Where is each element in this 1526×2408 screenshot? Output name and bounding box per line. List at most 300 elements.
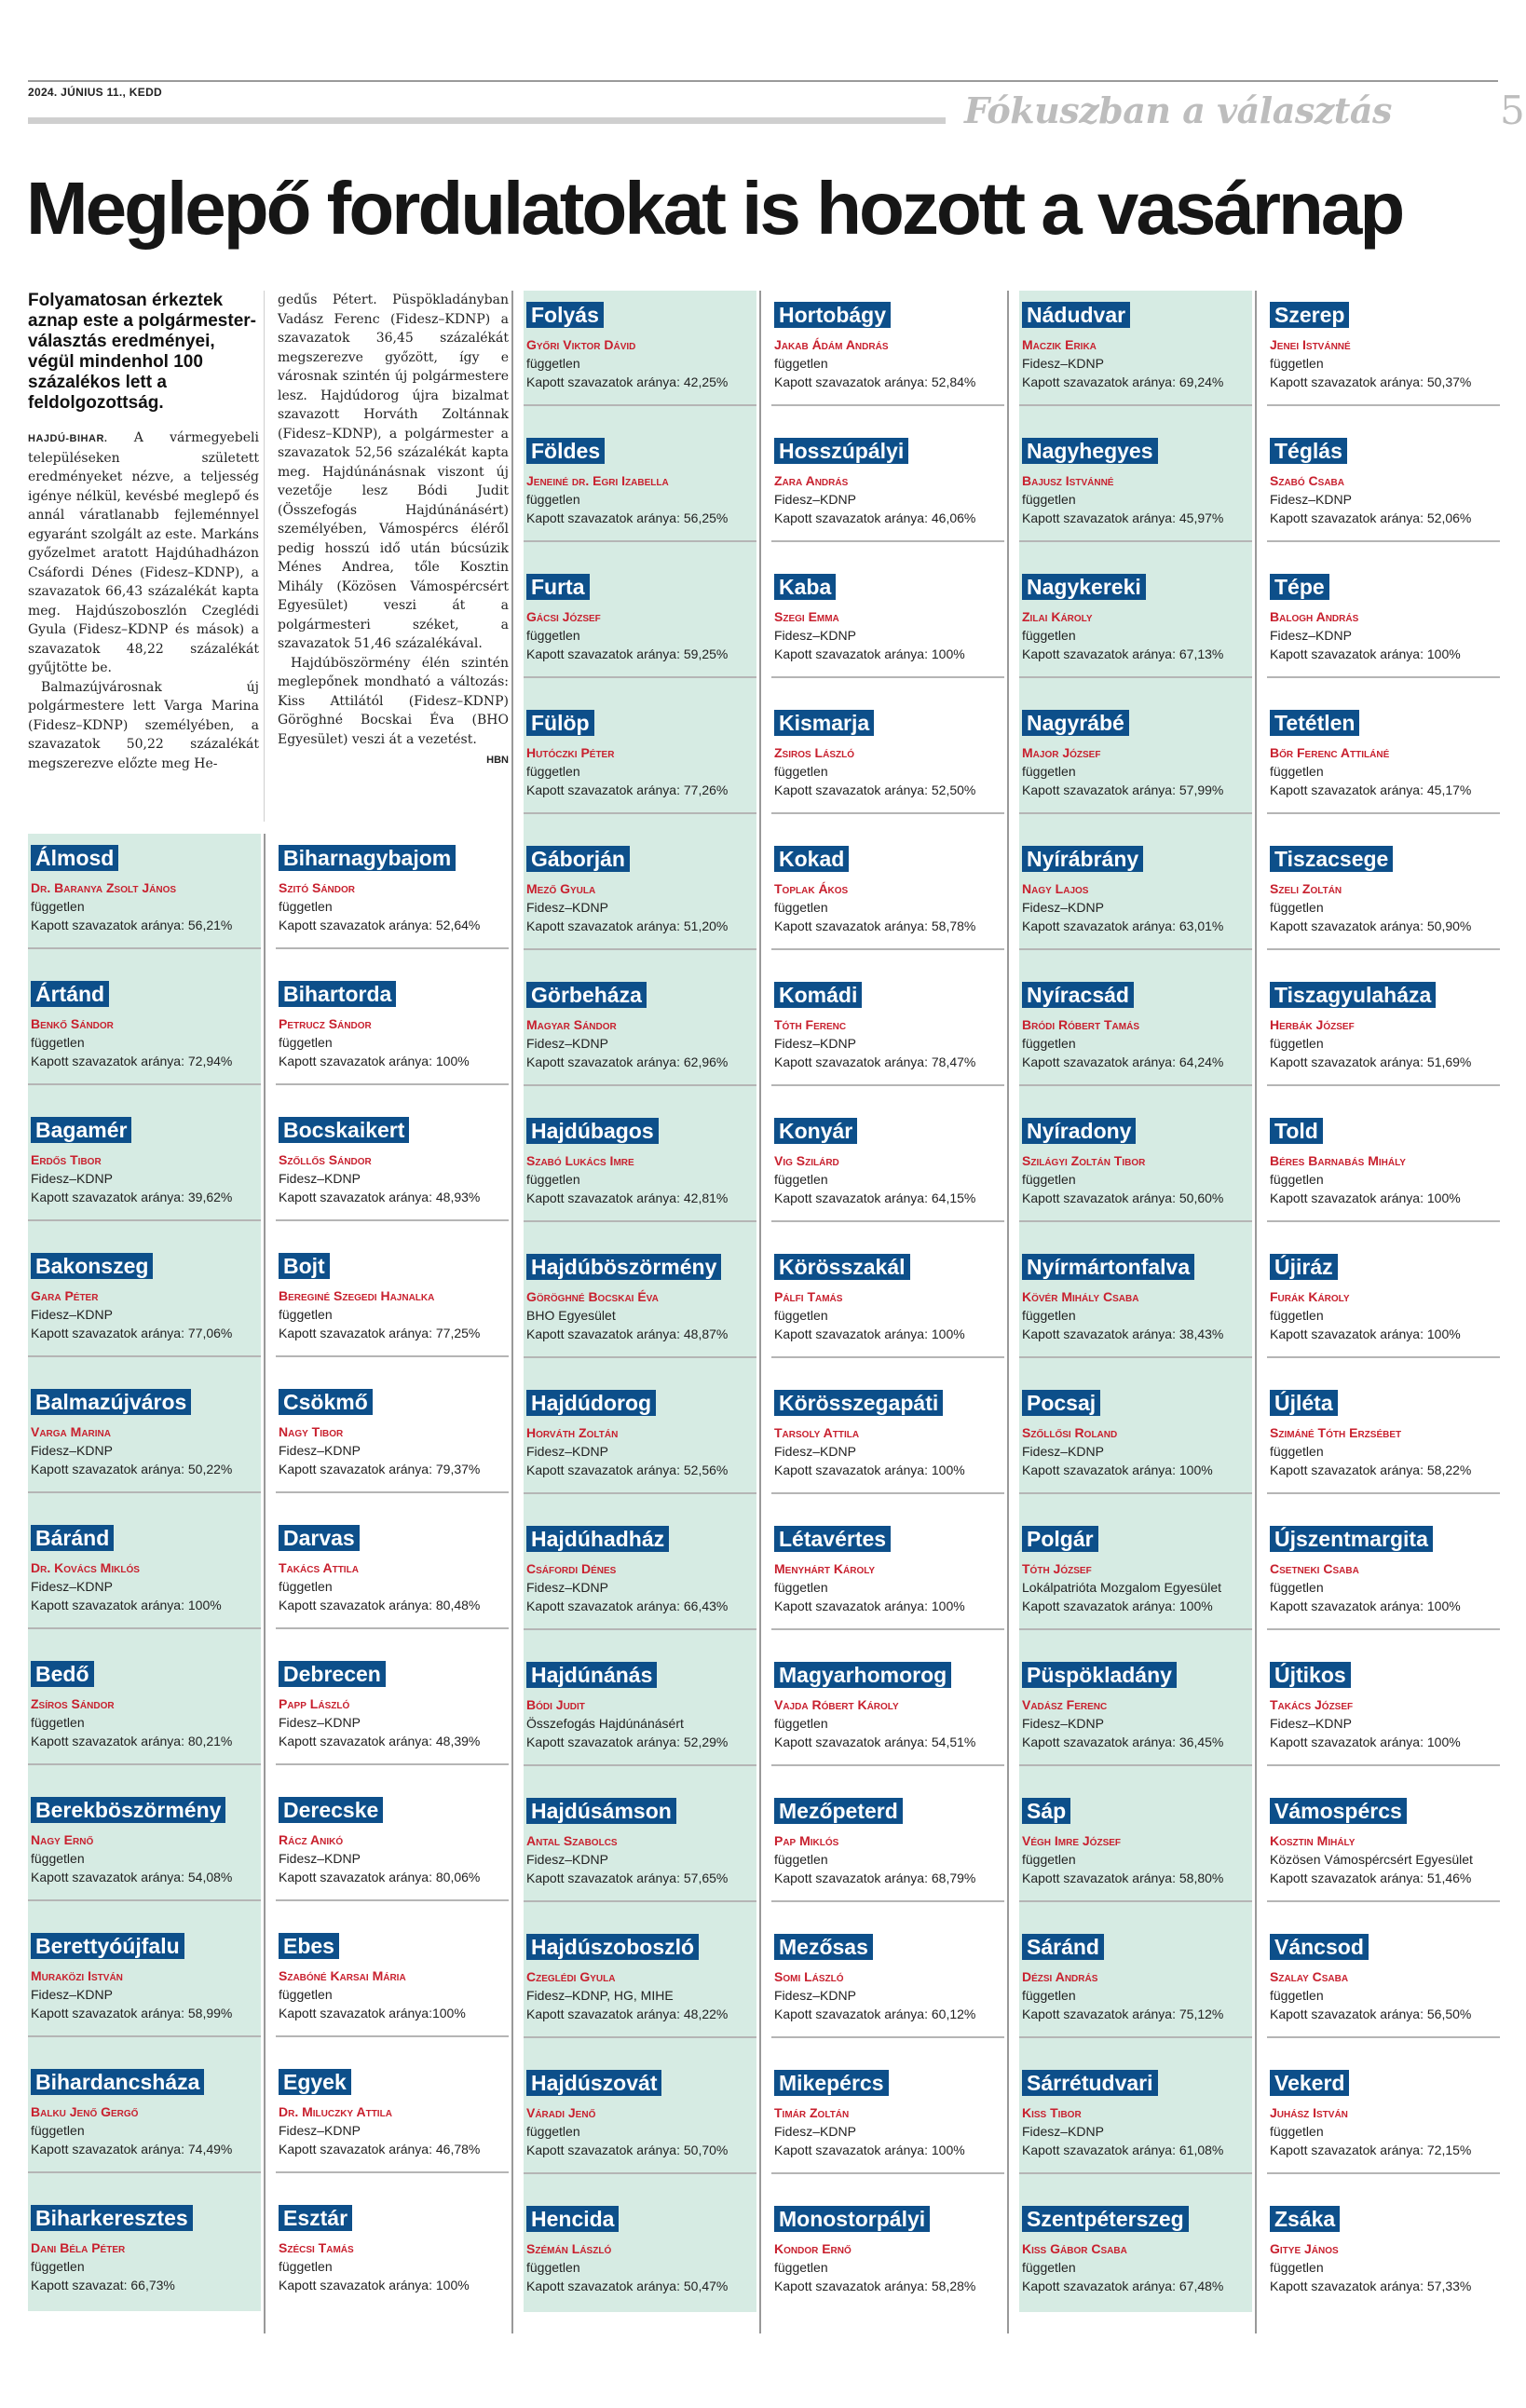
town-name: Nyíradony [1022,1118,1136,1144]
town-name: Tiszagyulaháza [1270,982,1436,1008]
candidate-party: Fidesz–KDNP [526,1444,608,1459]
town-name: Nagyhegyes [1022,438,1158,464]
candidate-name: Tarsoly Attila [774,1425,860,1440]
candidate-name: Vig Szilárd [774,1153,839,1168]
card-divider [28,2171,261,2173]
result-card [28,1106,261,1242]
result-card [1267,1243,1500,1379]
result-card [28,1922,261,2058]
result-card [1267,291,1500,427]
candidate-party: független [1270,2260,1324,2275]
vote-share: Kapott szavazatok aránya: 48,22% [526,2007,729,2021]
result-card [28,1242,261,1378]
result-card [524,971,756,1107]
card-divider [1267,1084,1500,1086]
candidate-name: Szegi Emma [774,609,839,624]
town-name: Nagyrábé [1022,710,1129,736]
candidate-party: független [1270,1580,1324,1595]
candidate-party: független [774,2260,828,2275]
candidate-party: független [526,2124,580,2139]
result-card [524,2059,756,2195]
vote-share: Kapott szavazatok aránya: 100% [774,2143,965,2157]
result-card [276,1378,509,1514]
candidate-name: Szabóné Karsai Mária [279,1968,406,1983]
candidate-name: Herbák József [1270,1017,1355,1032]
candidate-name: Czeglédi Gyula [526,1969,616,1984]
result-card [276,1242,509,1378]
vote-share: Kapott szavazatok aránya: 50,47% [526,2279,729,2293]
vote-share: Kapott szavazatok aránya: 100% [279,2278,470,2292]
candidate-party: független [774,1716,828,1731]
vote-share: Kapott szavazatok aránya: 68,79% [774,1871,976,1885]
town-name: Kismarja [774,710,874,736]
vote-share: Kapott szavazatok aránya: 46,06% [774,510,976,525]
town-name: Nagykereki [1022,574,1146,600]
result-card [1267,1379,1500,1515]
candidate-name: Dr. Kovács Miklós [31,1560,140,1575]
town-name: Zsáka [1270,2206,1340,2232]
vote-share: Kapott szavazatok aránya: 56,21% [31,918,233,932]
candidate-party: független [774,900,828,915]
column-separator [1255,291,1257,2333]
candidate-name: Timár Zoltán [774,2105,850,2120]
town-name: Kokad [774,846,849,872]
card-divider [276,1899,509,1901]
result-card [1019,1515,1252,1651]
vote-share: Kapott szavazatok aránya: 50,22% [31,1462,233,1476]
result-card [524,699,756,835]
candidate-name: Furák Károly [1270,1289,1350,1304]
vote-share: Kapott szavazatok aránya: 100% [1270,646,1461,661]
result-card [1267,2059,1500,2195]
town-name: Csökmő [279,1389,373,1415]
result-card [771,1651,1004,1787]
town-name: Magyarhomorog [774,1662,951,1688]
candidate-party: Fidesz–KDNP [279,1171,361,1186]
card-divider [1019,812,1252,814]
result-card [1267,1787,1500,1923]
article-paragraph: Balmazújvárosnak új polgármestere lett Varga Marina (Fidesz–KDNP) személyében, a szavazatok 50,22 százalékát megszerezve előzte meg He- [28,679,259,771]
result-card [276,1786,509,1922]
result-card [771,1243,1004,1379]
candidate-name: Papp László [279,1696,350,1711]
town-name: Biharkeresztes [31,2205,193,2231]
result-card [28,1786,261,1922]
vote-share: Kapott szavazatok aránya: 50,90% [1270,918,1472,933]
vote-share: Kapott szavazatok aránya: 67,13% [1022,646,1224,661]
card-divider [1019,1356,1252,1358]
card-divider [276,947,509,949]
town-name: Balmazújváros [31,1389,191,1415]
candidate-name: Kondor Ernő [774,2241,852,2256]
town-name: Polgár [1022,1526,1098,1552]
candidate-party: független [279,1035,333,1050]
candidate-name: Göröghné Bocskai Éva [526,1289,659,1304]
result-card [771,1107,1004,1243]
town-name: Hajdúszoboszló [526,1934,699,1960]
result-card [276,2194,509,2330]
candidate-name: Szécsi Tamás [279,2240,354,2255]
vote-share: Kapott szavazatok aránya: 66,43% [526,1599,729,1613]
candidate-name: Szabó Lukács Imre [526,1153,634,1168]
town-name: Hajdúszovát [526,2070,661,2096]
town-name: Téglás [1270,438,1347,464]
card-divider [771,1084,1004,1086]
card-divider [1267,1220,1500,1222]
town-name: Berekböszörmény [31,1797,225,1823]
vote-share: Kapott szavazatok aránya: 50,70% [526,2143,729,2157]
card-divider [771,948,1004,950]
vote-share: Kapott szavazatok aránya: 45,97% [1022,510,1224,525]
result-card [28,1378,261,1514]
candidate-party: független [279,2259,333,2274]
candidate-party: Fidesz–KDNP [774,1444,856,1459]
candidate-party: Közösen Vámospércsért Egyesület [1270,1852,1473,1867]
candidate-name: Balku Jenő Gergő [31,2104,139,2119]
result-card [28,2058,261,2194]
candidate-name: Jeneiné dr. Egri Izabella [526,473,669,488]
card-divider [524,1492,756,1494]
card-divider [524,1084,756,1086]
town-name: Hajdúhadház [526,1526,669,1552]
candidate-name: Csáfordi Dénes [526,1561,617,1576]
vote-share: Kapott szavazatok aránya: 78,47% [774,1054,976,1069]
candidate-name: Balogh András [1270,609,1359,624]
candidate-name: Győri Viktor Dávid [526,337,636,352]
candidate-party: független [1270,1036,1324,1051]
article-column-1 [28,291,259,773]
town-name: Báránd [31,1525,114,1551]
candidate-name: Pálfi Tamás [774,1289,843,1304]
card-divider [28,1899,261,1901]
town-name: Szentpéterszeg [1022,2206,1189,2232]
vote-share: Kapott szavazatok aránya: 51,46% [1270,1871,1472,1885]
article-signature: HBN [486,755,509,766]
candidate-party: Összefogás Hajdúnánásért [526,1716,684,1731]
section-title: Fókuszban a választás [964,89,1392,131]
vote-share: Kapott szavazatok aránya: 48,93% [279,1190,481,1204]
header-top-rule [28,80,1498,82]
card-divider [1267,1900,1500,1902]
card-divider [771,812,1004,814]
candidate-party: független [526,492,580,507]
candidate-party: független [526,2260,580,2275]
candidate-party: független [1022,1988,1076,2003]
candidate-party: Fidesz–KDNP [526,1036,608,1051]
candidate-party: Fidesz–KDNP [279,1443,361,1458]
candidate-name: Szőllős Sándor [279,1152,372,1167]
town-name: Körösszegapáti [774,1390,943,1416]
article-paragraph: A vármegyebeli településeken született eredményeket nézve, a teljesség igénye nélkül, kevésbé meglepő és annál váratlanabb fejleménnyel egyaránt szolgált az este. Markáns győzelmet aratott Hajdúhadházon Csáfordi Dénes (Fidesz–KDNP), a szavazatok 66,43 százalékát kapta meg. Hajdúszoboszlón Czeglédi Gyula (Fidesz–KDNP és mások) a szavazatok 48,22 százalékát gyűjtötte be. [28,430,259,675]
headline: Meglepő fordulatokat is hozott a vasárnap [26,167,1403,250]
candidate-name: Vajda Róbert Károly [774,1697,899,1712]
vote-share: Kapott szavazatok aránya: 80,48% [279,1598,481,1612]
result-card [276,2058,509,2194]
card-divider [1019,1900,1252,1902]
town-name: Létavértes [774,1526,891,1552]
vote-share: Kapott szavazatok aránya: 58,22% [1270,1462,1472,1477]
result-card [524,427,756,563]
card-divider [276,1627,509,1629]
candidate-party: független [774,1580,828,1595]
card-divider [1019,676,1252,678]
vote-share: Kapott szavazatok aránya: 39,62% [31,1190,233,1204]
vote-share: Kapott szavazatok aránya: 100% [774,1326,965,1341]
issue-date: 2024. JÚNIUS 11., KEDD [28,86,162,99]
article-paragraph-text: Hajdúböszörmény élén szintén meglepőnek mondható a változás: Kiss Attilától (Fidesz–KDNP) Göröghné Bocskai Éva (BHO Egyesület) veszi át a vezetést. [278,655,509,747]
result-card [1019,1923,1252,2059]
candidate-name: Nagy Tibor [279,1424,344,1439]
candidate-name: Kiss Tibor [1022,2105,1082,2120]
candidate-party: független [1022,492,1076,507]
candidate-name: Vadász Ferenc [1022,1697,1108,1712]
column-separator [511,291,513,2333]
town-name: Bocskaikert [279,1117,409,1143]
town-name: Bihardancsháza [31,2069,204,2095]
result-card [524,835,756,971]
candidate-name: Kosztin Mihály [1270,1833,1356,1848]
card-divider [28,947,261,949]
card-divider [1019,1492,1252,1494]
vote-share: Kapott szavazatok aránya: 52,50% [774,782,976,797]
town-name: Hortobágy [774,302,891,328]
town-name: Kaba [774,574,836,600]
card-divider [276,1763,509,1765]
vote-share: Kapott szavazatok aránya: 72,15% [1270,2143,1472,2157]
card-divider [276,1083,509,1085]
candidate-name: Benkő Sándor [31,1016,114,1031]
candidate-name: Végh Imre József [1022,1833,1122,1848]
candidate-party: Fidesz–KDNP [1022,356,1104,371]
article-column-2 [278,291,509,770]
town-name: Hencida [526,2206,619,2232]
vote-share: Kapott szavazat: 66,73% [31,2278,175,2292]
town-name: Nyíracsád [1022,982,1134,1008]
candidate-party: független [1270,900,1324,915]
article-body-2 [278,291,509,766]
town-name: Bagamér [31,1117,131,1143]
vote-share: Kapott szavazatok aránya: 57,99% [1022,782,1224,797]
result-card [1267,835,1500,971]
candidate-party: független [1022,764,1076,779]
card-divider [771,2036,1004,2038]
result-card [276,834,509,970]
candidate-name: Tóth József [1022,1561,1092,1576]
vote-share: Kapott szavazatok aránya: 100% [1022,1599,1213,1613]
vote-share: Kapott szavazatok aránya: 42,25% [526,374,729,389]
vote-share: Kapott szavazatok aránya: 50,60% [1022,1190,1224,1205]
result-card [1019,2059,1252,2195]
results-column-1 [28,834,261,2311]
candidate-party: független [279,1579,333,1594]
candidate-party: független [279,899,333,914]
town-name: Mezőpeterd [774,1798,903,1824]
candidate-name: Nagy Lajos [1022,881,1089,896]
result-card [276,1650,509,1786]
result-card [524,1379,756,1515]
candidate-name: Dr. Miluczky Attila [279,2104,392,2119]
candidate-name: Jakab Ádám András [774,337,889,352]
candidate-name: Szilágyi Zoltán Tibor [1022,1153,1146,1168]
candidate-party: független [526,1172,580,1187]
vote-share: Kapott szavazatok aránya: 100% [774,646,965,661]
vote-share: Kapott szavazatok aránya: 77,25% [279,1326,481,1340]
town-name: Folyás [526,302,604,328]
candidate-name: Zsiros László [774,745,854,760]
vote-share: Kapott szavazatok aránya: 74,49% [31,2142,233,2156]
column-separator [1007,291,1009,2333]
card-divider [524,404,756,406]
candidate-party: független [1022,1852,1076,1867]
result-card [28,834,261,970]
vote-share: Kapott szavazatok aránya: 100% [774,1462,965,1477]
candidate-party: Fidesz–KDNP [774,1036,856,1051]
vote-share: Kapott szavazatok aránya: 36,45% [1022,1735,1224,1749]
candidate-name: Horváth Zoltán [526,1425,619,1440]
vote-share: Kapott szavazatok aránya: 100% [1270,1190,1461,1205]
card-divider [1019,2036,1252,2038]
candidate-party: független [526,356,580,371]
article-column-separator [264,291,265,822]
result-card [771,563,1004,699]
town-name: Vámospércs [1270,1798,1407,1824]
candidate-name: Bódi Judit [526,1697,585,1712]
result-card [771,835,1004,971]
article-paragraph: gedűs Pétert. Püspökladányban Vadász Ferenc (Fidesz–KDNP) a szavazatok 36,45 százalékát megszerezve győzött, így e városnak szintén új polgármestere lesz. Hajdúdorog újra bizalmat szavazott Horváth Zoltánnak (Fidesz–KDNP), a polgármester a szavazatok 52,56 százalékát kapta meg. Hajdúnánásnak viszont új vezetője lesz Bódi Judit (Összefogás Hajdúnánásért) személyében, Vámospércs éléről pedig hosszú idő után búcsúzik Ménes Andrea, tőle Kosztin Mihály (Közösen Vámospércsért Egyesület) veszi át a polgármesteri széket, a szavazatok 51,46 százalékával. [278,292,509,651]
card-divider [276,1491,509,1493]
town-name: Ártánd [31,981,109,1007]
card-divider [1267,1492,1500,1494]
town-name: Mikepércs [774,2070,889,2096]
vote-share: Kapott szavazatok aránya: 100% [1270,1735,1461,1749]
result-card [1267,563,1500,699]
candidate-name: Dani Béla Péter [31,2240,126,2255]
result-card [524,1243,756,1379]
candidate-name: Juhász István [1270,2105,1348,2120]
candidate-party: független [1022,2260,1076,2275]
card-divider [1019,2172,1252,2174]
vote-share: Kapott szavazatok aránya: 46,78% [279,2142,481,2156]
candidate-party: Fidesz–KDNP [1022,1716,1104,1731]
result-card [276,1514,509,1650]
card-divider [276,2171,509,2173]
card-divider [1019,1764,1252,1766]
candidate-party: Fidesz–KDNP [1270,492,1352,507]
vote-share: Kapott szavazatok aránya: 51,20% [526,918,729,933]
candidate-name: Dr. Baranya Zsolt János [31,880,177,895]
result-card [276,970,509,1106]
header-rule [28,117,946,124]
town-name: Újtikos [1270,1662,1351,1688]
candidate-name: Béres Barnabás Mihály [1270,1153,1406,1168]
vote-share: Kapott szavazatok aránya: 58,80% [1022,1871,1224,1885]
vote-share: Kapott szavazatok aránya: 63,01% [1022,918,1224,933]
candidate-name: Muraközi István [31,1968,123,1983]
town-name: Újléta [1270,1390,1338,1416]
candidate-party: független [1270,1988,1324,2003]
town-name: Nádudvar [1022,302,1130,328]
card-divider [28,1491,261,1493]
vote-share: Kapott szavazatok aránya: 52,56% [526,1462,729,1477]
town-name: Mezősas [774,1934,873,1960]
vote-share: Kapott szavazatok aránya: 67,48% [1022,2279,1224,2293]
town-name: Sáránd [1022,1934,1104,1960]
candidate-name: Bereginé Szegedi Hajnalka [279,1288,435,1303]
vote-share: Kapott szavazatok aránya: 50,37% [1270,374,1472,389]
town-name: Monostorpályi [774,2206,930,2232]
result-card [1019,563,1252,699]
town-name: Komádi [774,982,862,1008]
vote-share: Kapott szavazatok aránya: 75,12% [1022,2007,1224,2021]
result-card [524,291,756,427]
card-divider [28,1763,261,1765]
card-divider [1267,540,1500,542]
candidate-name: Zsíros Sándor [31,1696,115,1711]
candidate-party: független [1022,1308,1076,1323]
candidate-name: Maczik Erika [1022,337,1097,352]
card-divider [524,2172,756,2174]
card-divider [1019,1084,1252,1086]
vote-share: Kapott szavazatok aránya: 77,26% [526,782,729,797]
result-card [524,1651,756,1787]
result-card [1019,1107,1252,1243]
town-name: Hosszúpályi [774,438,908,464]
candidate-name: Takács Attila [279,1560,359,1575]
candidate-party: független [279,1307,333,1322]
town-name: Nyírmártonfalva [1022,1254,1194,1280]
result-card [524,563,756,699]
result-card [28,1650,261,1786]
result-card [771,1515,1004,1651]
vote-share: Kapott szavazatok aránya: 61,08% [1022,2143,1224,2157]
candidate-party: független [526,628,580,643]
candidate-name: Gara Péter [31,1288,99,1303]
candidate-party: Fidesz–KDNP [279,2123,361,2138]
town-name: Görbeháza [526,982,647,1008]
town-name: Darvas [279,1525,360,1551]
card-divider [771,676,1004,678]
candidate-name: Menyhárt Károly [774,1561,876,1576]
town-name: Bakonszeg [31,1253,153,1279]
result-card [276,1922,509,2058]
card-divider [1267,1356,1500,1358]
candidate-party: független [1022,1036,1076,1051]
card-divider [28,1083,261,1085]
vote-share: Kapott szavazatok aránya: 45,17% [1270,782,1472,797]
candidate-name: Szimáné Tóth Erzsébet [1270,1425,1402,1440]
result-card [276,1106,509,1242]
vote-share: Kapott szavazatok aránya: 80,21% [31,1734,233,1748]
result-card [28,970,261,1106]
result-card [1019,835,1252,971]
vote-share: Kapott szavazatok aránya: 58,28% [774,2279,976,2293]
card-divider [1019,948,1252,950]
result-card [1019,2195,1252,2331]
card-divider [28,1627,261,1629]
card-divider [524,1356,756,1358]
vote-share: Kapott szavazatok aránya: 69,24% [1022,374,1224,389]
card-divider [28,1355,261,1357]
candidate-name: Dézsi András [1022,1969,1098,1984]
town-name: Földes [526,438,605,464]
candidate-party: Fidesz–KDNP [31,1443,113,1458]
vote-share: Kapott szavazatok aránya: 58,78% [774,918,976,933]
article-kicker: HAJDÚ-BIHAR. [28,433,108,444]
vote-share: Kapott szavazatok aránya: 59,25% [526,646,729,661]
card-divider [771,1900,1004,1902]
vote-share: Kapott szavazatok aránya: 56,25% [526,510,729,525]
candidate-name: Szabó Csaba [1270,473,1345,488]
